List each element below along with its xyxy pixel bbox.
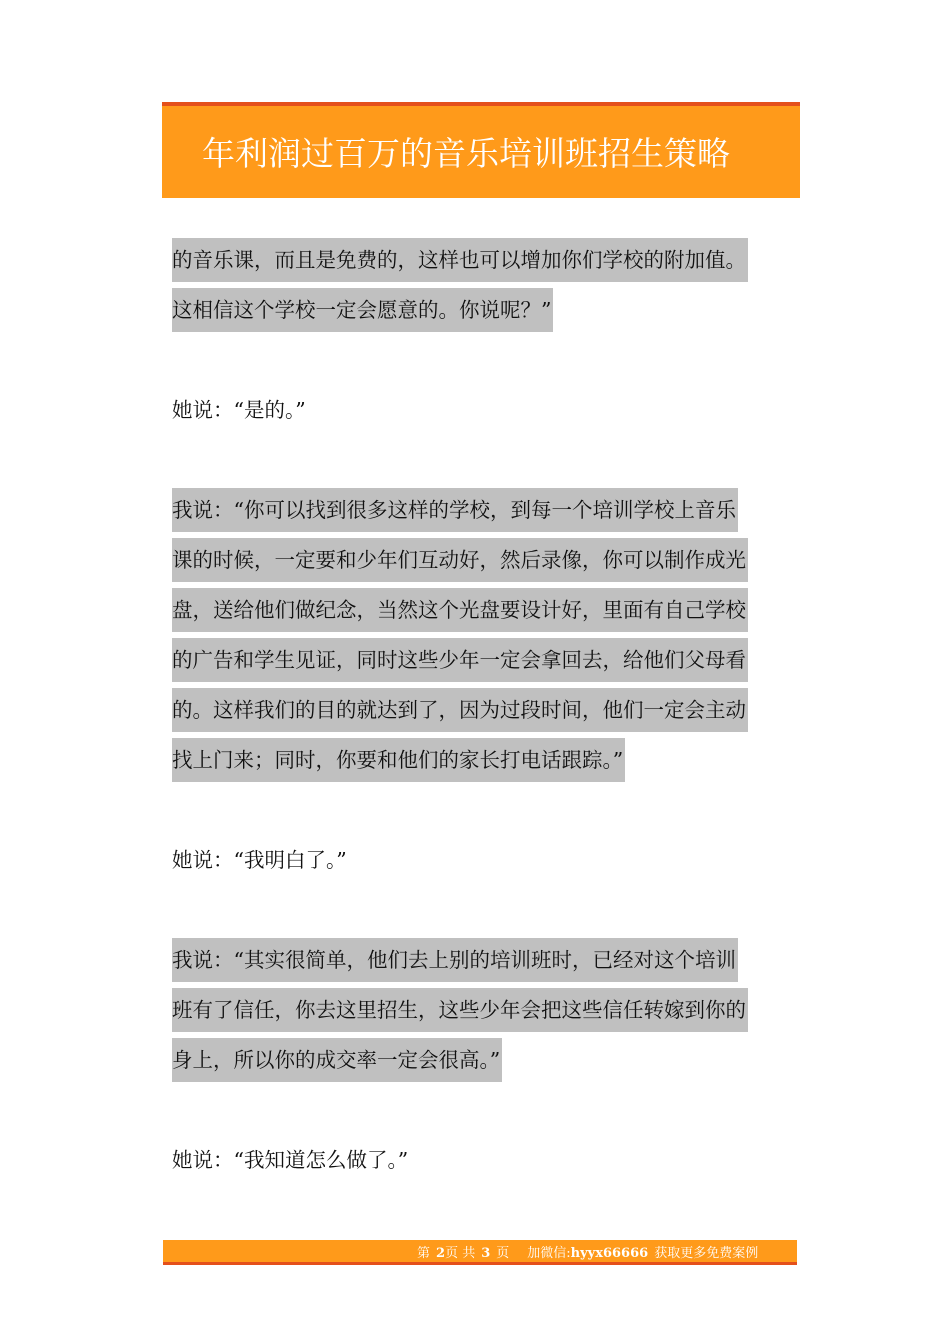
paragraph-6 [172,1135,792,1185]
text-line: 的广告和学生见证，同时这些少年一定会拿回去，给他们父母看 [172,635,792,685]
footer-banner [163,1240,797,1265]
document-body [172,235,792,1185]
text-line: 班有了信任，你去这里招生，这些少年会把这些信任转嫁到你的 [172,985,792,1035]
text-line: 的。这样我们的目的就达到了，因为过段时间，他们一定会主动 [172,685,792,735]
current-page: 2 [436,1246,446,1261]
paragraph-3 [172,485,792,785]
text-line: 她说：“是的。” [172,398,306,422]
text-line: 这相信这个学校一定会愿意的。你说呢？” [172,285,792,335]
text-line: 找上门来；同时，你要和他们的家长打电话跟踪。” [172,735,792,785]
text-line: 盘，送给他们做纪念，当然这个光盘要设计好，里面有自己学校 [172,585,792,635]
text-line: 我说：“其实很简单，他们去上别的培训班时，已经对这个培训 [172,935,792,985]
page-title: 年利润过百万的音乐培训班招生策略 [202,134,730,173]
footer-text [417,1242,758,1261]
page-suffix: 页 [496,1246,510,1261]
text-line: 她说：“我知道怎么做了。” [172,1148,409,1172]
paragraph-4 [172,835,792,885]
text-line: 身上，所以你的成交率一定会很高。” [172,1035,792,1085]
wechat-label: 加微信: [527,1246,571,1261]
page-mid: 页 共 [445,1246,476,1261]
paragraph-2 [172,385,792,435]
header-banner [162,102,800,198]
text-line: 她说：“我明白了。” [172,848,347,872]
page-prefix: 第 [417,1246,431,1261]
text-line: 的音乐课，而且是免费的，这样也可以增加你们学校的附加值。 [172,235,792,285]
text-line: 我说：“你可以找到很多这样的学校，到每一个培训学校上音乐 [172,485,792,535]
paragraph-1 [172,235,792,335]
footer-tagline: 获取更多免费案例 [654,1246,759,1261]
wechat-id: hyyx66666 [570,1246,649,1261]
total-pages: 3 [481,1246,491,1261]
text-line: 课的时候，一定要和少年们互动好，然后录像，你可以制作成光 [172,535,792,585]
paragraph-5 [172,935,792,1085]
